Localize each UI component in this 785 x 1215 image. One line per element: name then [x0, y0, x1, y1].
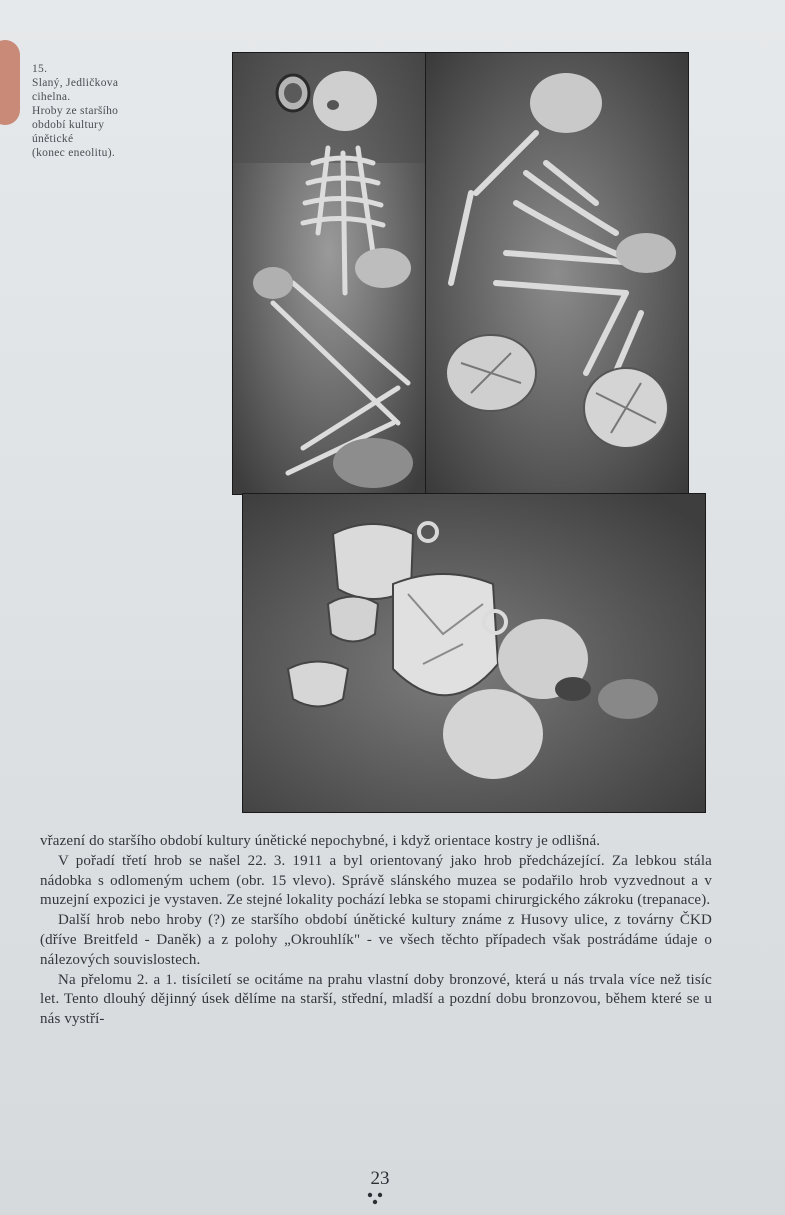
page-number: 23: [370, 1168, 390, 1189]
paragraph: vřazení do staršího období kultury únětické nepochybné, i když orientace kostry je odlišná.: [40, 833, 601, 849]
figure-caption: [32, 62, 182, 160]
caption-line: 15.: [32, 63, 48, 75]
caption-line: cihelna.: [32, 91, 71, 103]
paragraph: V pořadí třetí hrob se našel 22. 3. 1911 a byl orientovaný jako hrob předcházející. Za lebkou stála nádobka s odlomeným uchem (obr. 15 vlevo). Správě slánského muzea se podařilo hrob vyzvednout a v muzejní expozici je vystaven. Ze stejné lokality pochází lebka se stopami chirurgického zákroku (trepanace).: [40, 852, 712, 909]
caption-line: (konec eneolitu).: [32, 147, 116, 159]
caption-line: období kultury: [32, 119, 105, 131]
paragraph: Na přelomu 2. a 1. tisíciletí se ocitáme na prahu vlastní doby bronzové, která u nás trvala více než tisíc let. Tento dlouhý dějinný úsek dělíme na starší, střední, mladší a pozdní dobu bronzovou, během které se u nás vystří-: [40, 971, 712, 1028]
paragraph: Další hrob nebo hroby (?) ze staršího období únětické kultury známe z Husovy ulice, z továrny ČKD (dříve Breitfeld - Daněk) a z polohy „Okrouhlík" - ve všech těchto případech však postrádáme údaje o nálezových souvislostech.: [40, 912, 712, 968]
caption-line: Hroby ze staršího: [32, 105, 119, 117]
thumb: [0, 40, 20, 125]
caption-line: únětické: [32, 133, 74, 145]
dot-ornament-icon: [366, 1192, 384, 1206]
body-text: [40, 832, 712, 1030]
caption-line: Slaný, Jedličkova: [32, 77, 119, 89]
vessels-photo: [242, 493, 706, 813]
grave-photo-right: [425, 52, 689, 495]
grave-photo-left: [232, 52, 426, 495]
